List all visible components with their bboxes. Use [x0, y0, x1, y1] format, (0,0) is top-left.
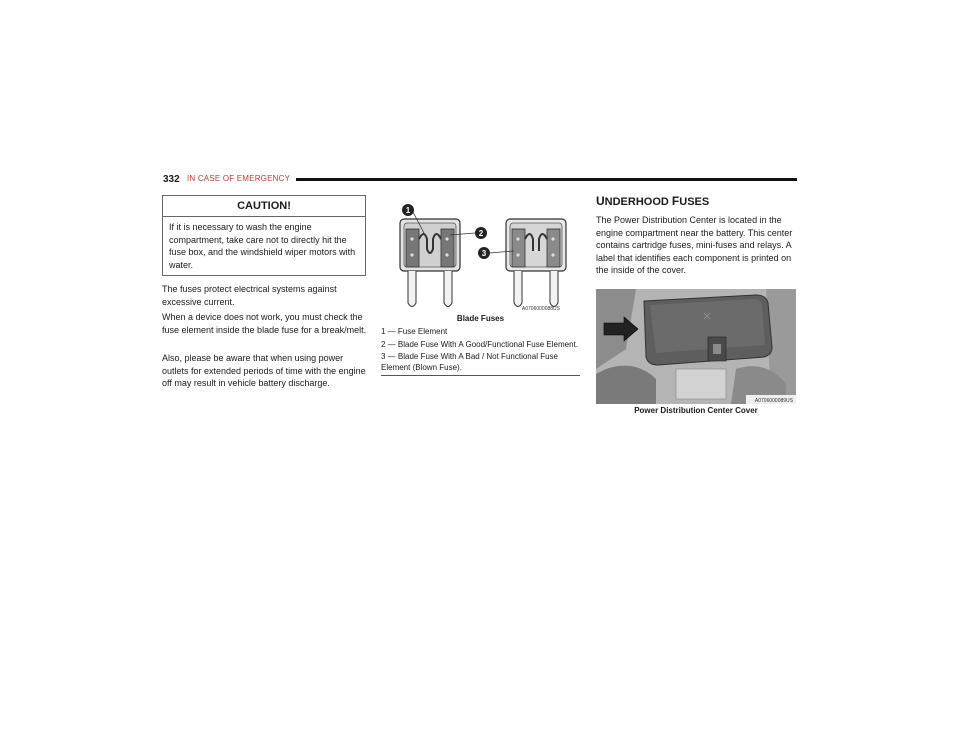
blown-fuse-drawing	[506, 219, 566, 307]
callout-1-label: 1	[405, 206, 411, 215]
legend-item-1: 1 — Fuse Element	[381, 327, 448, 336]
page-number: 332	[163, 174, 180, 185]
good-fuse-drawing	[400, 219, 460, 307]
underhood-fuses-heading: UNDERHOOD FUSES	[596, 194, 710, 208]
caution-box	[162, 195, 366, 276]
legend-item-2: 2 — Blade Fuse With A Good/Functional Fuse Element.	[381, 339, 578, 349]
legend-item-3: 3 — Blade Fuse With A Bad / Not Functional Fuse Element (Blown Fuse).	[381, 352, 558, 372]
header-rule	[296, 178, 797, 181]
paragraph-fuses-protect: The fuses protect electrical systems against excessive current.	[162, 284, 337, 307]
caution-title: CAUTION!	[163, 196, 365, 217]
blade-fuses-illustration	[380, 199, 580, 312]
caution-text: If it is necessary to wash the engine compartment, take care not to directly hit the fuse box, and the windshield wiper motors with water.	[169, 222, 356, 270]
callout-2-label: 2	[478, 229, 484, 238]
callout-2	[475, 227, 487, 239]
fuse-figure-caption: Blade Fuses	[456, 314, 505, 323]
fuse-legend	[381, 326, 580, 376]
callout-3-label: 3	[481, 249, 487, 258]
paragraph-power-outlets: Also, please be aware that when using power outlets for extended periods of time with the engine off may result in vehicle battery discharge.	[162, 353, 366, 388]
power-distribution-center-photo	[596, 289, 796, 404]
legend-rule	[381, 375, 580, 376]
fuse-figure-code: A0706000088US	[521, 306, 560, 312]
photo-code: A0706000089US	[754, 398, 793, 404]
callout-3	[478, 247, 490, 259]
section-title: IN CASE OF EMERGENCY	[187, 174, 291, 183]
photo-caption: Power Distribution Center Cover	[634, 406, 758, 415]
paragraph-check-fuse: When a device does not work, you must check the fuse element inside the blade fuse for a break/melt.	[162, 312, 367, 335]
underhood-paragraph: The Power Distribution Center is located in the engine compartment near the battery. This center contains cartridge fuses, mini-fuses and relays. A label that identifies each component is printed on the inside of the cover.	[596, 215, 793, 275]
callout-1	[402, 204, 414, 216]
